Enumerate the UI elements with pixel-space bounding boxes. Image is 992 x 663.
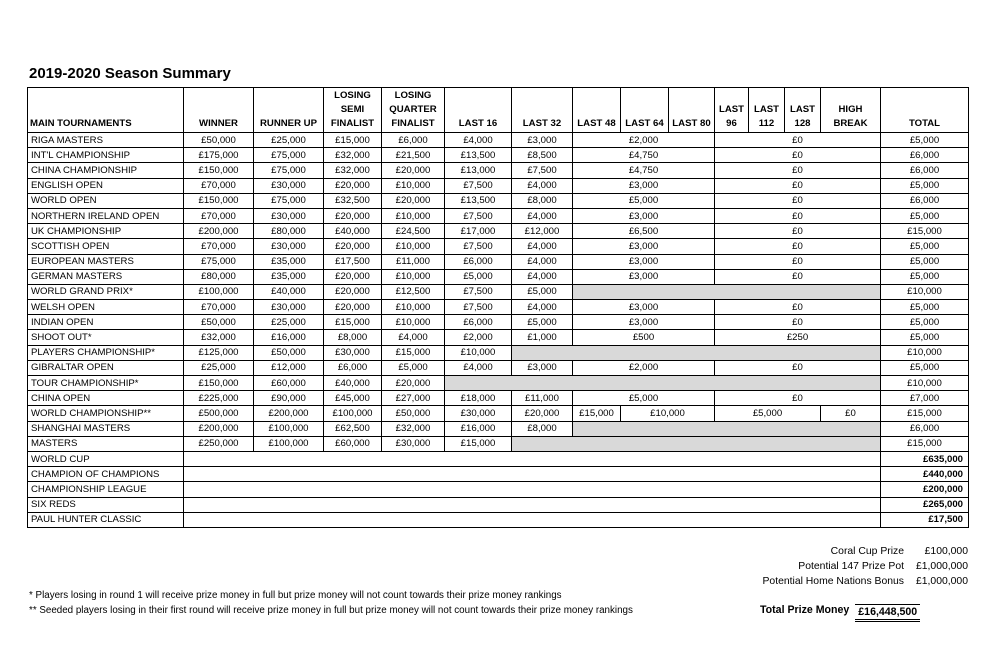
tournament-name: ENGLISH OPEN: [28, 178, 184, 193]
empty-span: [184, 512, 881, 527]
tournament-name: SHANGHAI MASTERS: [28, 421, 184, 436]
prize-cell: £3,000: [573, 269, 715, 284]
prize-cell: £20,000: [324, 300, 382, 315]
high-break-cell: £5,000: [881, 133, 969, 148]
footnote: ** Seeded players losing in their first round will receive prize money in full but prize money will not count towards their prize money rankings: [29, 605, 633, 616]
tournament-name: WORLD GRAND PRIX*: [28, 284, 184, 299]
prize-cell: £0: [715, 269, 881, 284]
high-break-cell: £15,000: [881, 406, 969, 421]
prize-cell: £10,000: [382, 269, 445, 284]
prize-cell: £15,000: [573, 406, 621, 421]
prize-cell: £0: [715, 193, 881, 208]
table-row: [28, 269, 969, 284]
prize-cell: £27,000: [382, 391, 445, 406]
table-body: [28, 133, 969, 528]
prize-cell: £4,750: [573, 163, 715, 178]
prize-cell: £25,000: [254, 133, 324, 148]
table-row: [28, 345, 969, 360]
col-header-total: TOTAL: [881, 88, 969, 133]
high-break-cell: £10,000: [881, 284, 969, 299]
prize-cell: £20,000: [382, 376, 445, 391]
header-row: [28, 88, 969, 133]
table-row: [28, 512, 969, 527]
prize-cell: £10,000: [382, 178, 445, 193]
col-header-tournament: MAIN TOURNAMENTS: [28, 88, 184, 133]
prize-cell: £45,000: [324, 391, 382, 406]
prize-cell: £32,500: [324, 193, 382, 208]
tournament-name: CHAMPIONSHIP LEAGUE: [28, 482, 184, 497]
table-row: [28, 224, 969, 239]
prize-cell: £6,500: [573, 224, 715, 239]
prize-cell: £500: [573, 330, 715, 345]
prize-cell: £8,000: [324, 330, 382, 345]
prize-cell: £10,000: [382, 239, 445, 254]
prize-cell: £6,000: [324, 360, 382, 375]
grey-block: [512, 436, 881, 451]
table-row: [28, 482, 969, 497]
prize-cell: £32,000: [324, 148, 382, 163]
prize-cell: £10,000: [382, 208, 445, 223]
prize-cell: £13,500: [445, 193, 512, 208]
prize-cell: £4,000: [512, 254, 573, 269]
prize-cell: £15,000: [382, 345, 445, 360]
table-row: [28, 300, 969, 315]
tournament-name: SCOTTISH OPEN: [28, 239, 184, 254]
tournament-name: RIGA MASTERS: [28, 133, 184, 148]
grey-block: [573, 421, 881, 436]
prize-cell: £200,000: [184, 421, 254, 436]
table-row: [28, 163, 969, 178]
prize-cell: £8,000: [512, 193, 573, 208]
grey-block: [445, 376, 881, 391]
prize-cell: £3,000: [573, 300, 715, 315]
table-row: [28, 178, 969, 193]
prize-cell: £5,000: [445, 269, 512, 284]
prize-cell: £12,000: [254, 360, 324, 375]
table-row: [28, 376, 969, 391]
table-row: [28, 421, 969, 436]
prize-cell: £0: [715, 133, 881, 148]
col-header-last32: LAST 32: [512, 88, 573, 133]
prize-cell: £11,000: [512, 391, 573, 406]
tournament-name: INDIAN OPEN: [28, 315, 184, 330]
prize-cell: £0: [715, 391, 881, 406]
prize-cell: £50,000: [382, 406, 445, 421]
table-row: [28, 497, 969, 512]
page-title: 2019-2020 Season Summary: [29, 65, 231, 82]
col-header-last48: LAST 48: [573, 88, 621, 133]
high-break-cell: £5,000: [881, 300, 969, 315]
tournament-name: CHAMPION OF CHAMPIONS: [28, 467, 184, 482]
prize-cell: £40,000: [324, 224, 382, 239]
high-break-cell: £5,000: [881, 315, 969, 330]
total-cell: £17,500: [881, 512, 969, 527]
col-header-semi: LOSING SEMI FINALIST: [324, 88, 382, 133]
prize-cell: £30,000: [324, 345, 382, 360]
prize-cell: £70,000: [184, 178, 254, 193]
total-cell: £200,000: [881, 482, 969, 497]
prize-cell: £10,000: [382, 300, 445, 315]
prize-cell: £4,000: [382, 330, 445, 345]
prize-cell: £200,000: [184, 224, 254, 239]
prize-cell: £3,000: [573, 178, 715, 193]
prize-cell: £4,000: [512, 269, 573, 284]
prize-cell: £40,000: [254, 284, 324, 299]
prize-cell: £10,000: [621, 406, 715, 421]
prize-cell: £3,000: [573, 254, 715, 269]
prize-cell: £13,000: [445, 163, 512, 178]
prize-cell: £10,000: [382, 315, 445, 330]
prize-cell: £50,000: [254, 345, 324, 360]
prize-cell: £4,000: [512, 178, 573, 193]
tournament-name: TOUR CHAMPIONSHIP*: [28, 376, 184, 391]
prize-cell: £2,000: [573, 133, 715, 148]
prize-cell: £0: [715, 208, 881, 223]
prize-cell: £62,500: [324, 421, 382, 436]
prize-cell: £13,500: [445, 148, 512, 163]
prize-cell: £5,000: [512, 284, 573, 299]
high-break-cell: £6,000: [881, 163, 969, 178]
prize-cell: £30,000: [254, 208, 324, 223]
table-row: [28, 391, 969, 406]
tournament-name: CHINA OPEN: [28, 391, 184, 406]
prize-cell: £20,000: [324, 208, 382, 223]
prize-cell: £7,500: [445, 284, 512, 299]
col-header-last112: LAST 112: [749, 88, 785, 133]
prize-cell: £7,500: [445, 239, 512, 254]
tournament-name: INT'L CHAMPIONSHIP: [28, 148, 184, 163]
tournament-name: PLAYERS CHAMPIONSHIP*: [28, 345, 184, 360]
prize-cell: £20,000: [324, 239, 382, 254]
extra-row: Potential 147 Prize Pot £1,000,000: [798, 561, 968, 572]
tournament-name: UK CHAMPIONSHIP: [28, 224, 184, 239]
prize-cell: £100,000: [184, 284, 254, 299]
prize-cell: £25,000: [254, 315, 324, 330]
prize-cell: £125,000: [184, 345, 254, 360]
prize-cell: £11,000: [382, 254, 445, 269]
prize-cell: £20,000: [324, 284, 382, 299]
high-break-cell: £10,000: [881, 345, 969, 360]
prize-cell: £3,000: [573, 315, 715, 330]
prize-cell: £150,000: [184, 376, 254, 391]
prize-cell: £10,000: [445, 345, 512, 360]
prize-cell: £32,000: [184, 330, 254, 345]
prize-cell: £100,000: [254, 421, 324, 436]
prize-cell: £75,000: [254, 163, 324, 178]
prize-cell: £15,000: [445, 436, 512, 451]
col-header-last80: LAST 80: [669, 88, 715, 133]
tournament-name: PAUL HUNTER CLASSIC: [28, 512, 184, 527]
prize-cell: £0: [715, 239, 881, 254]
table-row: [28, 406, 969, 421]
prize-cell: £30,000: [254, 178, 324, 193]
table-row: [28, 330, 969, 345]
prize-cell: £2,000: [573, 360, 715, 375]
prize-cell: £500,000: [184, 406, 254, 421]
prize-cell: £30,000: [254, 239, 324, 254]
table-row: [28, 284, 969, 299]
footnote: * Players losing in round 1 will receive prize money in full but prize money will not count towards their prize money rankings: [29, 590, 562, 601]
high-break-cell: £5,000: [881, 239, 969, 254]
prize-cell: £0: [715, 178, 881, 193]
prize-cell: £80,000: [254, 224, 324, 239]
total-prize-value: £16,448,500: [855, 604, 920, 622]
prize-cell: £200,000: [254, 406, 324, 421]
prize-cell: £5,000: [573, 391, 715, 406]
prize-cell: £5,000: [382, 360, 445, 375]
prize-cell: £8,500: [512, 148, 573, 163]
prize-cell: £100,000: [254, 436, 324, 451]
table-row: [28, 360, 969, 375]
tournament-name: MASTERS: [28, 436, 184, 451]
prize-cell: £35,000: [254, 269, 324, 284]
prize-cell: £32,000: [382, 421, 445, 436]
prize-cell: £70,000: [184, 208, 254, 223]
prize-cell: £60,000: [324, 436, 382, 451]
total-cell: £265,000: [881, 497, 969, 512]
prize-cell: £12,000: [512, 224, 573, 239]
tournament-name: WORLD CHAMPIONSHIP**: [28, 406, 184, 421]
table-row: [28, 208, 969, 223]
prize-cell: £100,000: [324, 406, 382, 421]
tournament-name: SHOOT OUT*: [28, 330, 184, 345]
col-header-last128: LAST 128: [785, 88, 821, 133]
extra-row: Coral Cup Prize £100,000: [830, 546, 968, 557]
high-break-cell: £15,000: [881, 436, 969, 451]
high-break-cell: £10,000: [881, 376, 969, 391]
prize-cell: £32,000: [324, 163, 382, 178]
prize-cell: £30,000: [445, 406, 512, 421]
prize-cell: £40,000: [324, 376, 382, 391]
prize-cell: £175,000: [184, 148, 254, 163]
high-break-cell: £5,000: [881, 360, 969, 375]
high-break-cell: £5,000: [881, 330, 969, 345]
high-break-cell: £5,000: [881, 254, 969, 269]
prize-cell: £0: [715, 254, 881, 269]
prize-cell: £250,000: [184, 436, 254, 451]
high-break-cell: £6,000: [881, 421, 969, 436]
prize-cell: £15,000: [324, 133, 382, 148]
prize-cell: £0: [715, 315, 881, 330]
prize-cell: £90,000: [254, 391, 324, 406]
prize-cell: £35,000: [254, 254, 324, 269]
high-break-cell: £7,000: [881, 391, 969, 406]
prize-cell: £16,000: [254, 330, 324, 345]
prize-cell: £0: [715, 163, 881, 178]
high-break-cell: £6,000: [881, 193, 969, 208]
prize-cell: £17,000: [445, 224, 512, 239]
prize-cell: £3,000: [573, 208, 715, 223]
prize-cell: £250: [715, 330, 881, 345]
prize-cell: £6,000: [445, 254, 512, 269]
prize-cell: £60,000: [254, 376, 324, 391]
col-header-last64: LAST 64: [621, 88, 669, 133]
prize-cell: £3,000: [512, 360, 573, 375]
total-cell: £440,000: [881, 467, 969, 482]
prize-cell: £70,000: [184, 239, 254, 254]
prize-cell: £15,000: [324, 315, 382, 330]
empty-span: [184, 467, 881, 482]
table-row: [28, 239, 969, 254]
grey-block: [512, 345, 881, 360]
prize-cell: £150,000: [184, 193, 254, 208]
extra-prizes: [700, 544, 968, 589]
empty-span: [184, 482, 881, 497]
prize-cell: £4,750: [573, 148, 715, 163]
table-row: [28, 315, 969, 330]
prize-cell: £6,000: [382, 133, 445, 148]
prize-cell: £25,000: [184, 360, 254, 375]
table-row: [28, 254, 969, 269]
prize-cell: £1,000: [512, 330, 573, 345]
prize-cell: £8,000: [512, 421, 573, 436]
table-row: [28, 436, 969, 451]
col-header-quarter: LOSING QUARTER FINALIST: [382, 88, 445, 133]
high-break-cell: £6,000: [881, 148, 969, 163]
tournament-name: NORTHERN IRELAND OPEN: [28, 208, 184, 223]
prize-cell: £80,000: [184, 269, 254, 284]
col-header-last96: LAST 96: [715, 88, 749, 133]
prize-cell: £12,500: [382, 284, 445, 299]
prize-cell: £3,000: [573, 239, 715, 254]
prize-cell: £0: [715, 360, 881, 375]
prize-cell: £4,000: [445, 133, 512, 148]
grey-block: [573, 284, 881, 299]
high-break-cell: £5,000: [881, 178, 969, 193]
prize-cell: £3,000: [512, 133, 573, 148]
prize-cell: £0: [715, 300, 881, 315]
table-row: [28, 451, 969, 466]
high-break-cell: £15,000: [881, 224, 969, 239]
prize-cell: £21,500: [382, 148, 445, 163]
tournament-name: GIBRALTAR OPEN: [28, 360, 184, 375]
prize-cell: £0: [715, 224, 881, 239]
prize-cell: £5,000: [573, 193, 715, 208]
empty-span: [184, 451, 881, 466]
total-prize-money: [760, 604, 920, 622]
high-break-cell: £5,000: [881, 208, 969, 223]
prize-cell: £20,000: [324, 269, 382, 284]
tournament-name: WORLD OPEN: [28, 193, 184, 208]
col-header-last16: LAST 16: [445, 88, 512, 133]
prize-cell: £7,500: [445, 208, 512, 223]
prize-cell: £5,000: [715, 406, 821, 421]
tournament-name: WELSH OPEN: [28, 300, 184, 315]
prize-cell: £0: [821, 406, 881, 421]
prize-cell: £17,500: [324, 254, 382, 269]
tournament-name: GERMAN MASTERS: [28, 269, 184, 284]
table-row: [28, 467, 969, 482]
prize-cell: £4,000: [512, 300, 573, 315]
tournament-name: CHINA CHAMPIONSHIP: [28, 163, 184, 178]
prize-cell: £4,000: [512, 239, 573, 254]
prize-cell: £4,000: [445, 360, 512, 375]
tournament-name: WORLD CUP: [28, 451, 184, 466]
table-row: [28, 133, 969, 148]
high-break-cell: £5,000: [881, 269, 969, 284]
col-header-runner-up: RUNNER UP: [254, 88, 324, 133]
prize-cell: £50,000: [184, 315, 254, 330]
table-row: [28, 193, 969, 208]
prize-cell: £5,000: [512, 315, 573, 330]
col-header-high-break: HIGH BREAK: [821, 88, 881, 133]
prize-cell: £20,000: [382, 163, 445, 178]
col-header-winner: WINNER: [184, 88, 254, 133]
prize-cell: £75,000: [254, 148, 324, 163]
prize-cell: £18,000: [445, 391, 512, 406]
prize-cell: £75,000: [184, 254, 254, 269]
prize-cell: £225,000: [184, 391, 254, 406]
prize-cell: £0: [715, 148, 881, 163]
tournament-name: EUROPEAN MASTERS: [28, 254, 184, 269]
total-cell: £635,000: [881, 451, 969, 466]
table-row: [28, 148, 969, 163]
extra-row: Potential Home Nations Bonus £1,000,000: [762, 576, 968, 587]
prize-cell: £150,000: [184, 163, 254, 178]
prize-cell: £2,000: [445, 330, 512, 345]
prize-cell: £24,500: [382, 224, 445, 239]
prize-cell: £4,000: [512, 208, 573, 223]
prize-cell: £7,500: [445, 178, 512, 193]
season-summary-table: [27, 87, 969, 528]
tournament-name: SIX REDS: [28, 497, 184, 512]
prize-cell: £20,000: [382, 193, 445, 208]
prize-cell: £50,000: [184, 133, 254, 148]
prize-cell: £7,500: [512, 163, 573, 178]
prize-cell: £20,000: [324, 178, 382, 193]
prize-cell: £6,000: [445, 315, 512, 330]
prize-cell: £7,500: [445, 300, 512, 315]
prize-cell: £16,000: [445, 421, 512, 436]
prize-cell: £70,000: [184, 300, 254, 315]
footnotes: [29, 588, 633, 618]
prize-cell: £75,000: [254, 193, 324, 208]
total-prize-label: Total Prize Money: [760, 604, 850, 616]
prize-cell: £30,000: [254, 300, 324, 315]
prize-cell: £20,000: [512, 406, 573, 421]
empty-span: [184, 497, 881, 512]
prize-cell: £30,000: [382, 436, 445, 451]
